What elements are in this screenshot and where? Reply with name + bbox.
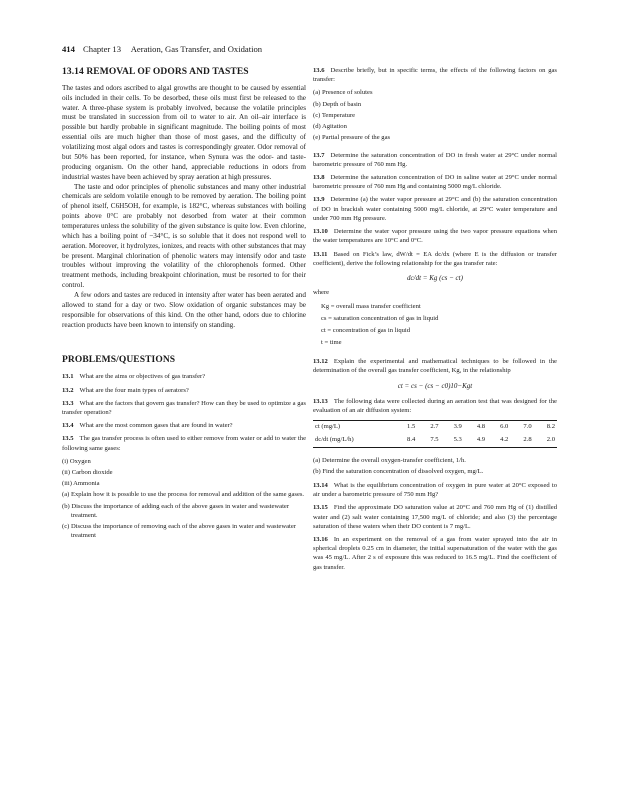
definition-item: t = time [321,339,342,347]
left-column [62,66,306,543]
row-label: ct (mg/L) [313,420,394,433]
table-cell: 3.9 [441,420,464,433]
definition-item: Kg = overall mass transfer coefficient [321,303,421,311]
problem-number: 13.9 [313,196,325,204]
problem-item [313,250,557,268]
table-cell: 5.3 [441,434,464,447]
table-cell: 4.8 [464,420,487,433]
problem-number: 13.3 [62,399,74,407]
page-number: 414 [62,44,75,54]
problem-item [313,481,557,499]
definition-item: ct = concentration of gas in liquid [321,327,411,335]
factor-item: (e) Partial pressure of the gas [313,134,391,142]
factor-item: (d) Agitation [313,123,347,131]
problem-text: The gas transfer process is often used to either remove from water or add to water the following same gases: [62,435,306,452]
problem-number: 13.13 [313,398,328,406]
right-column [313,66,557,576]
table-cell: 1.5 [394,420,417,433]
problem-item [313,66,557,84]
problem-number: 13.10 [313,228,328,236]
problem-number: 13.15 [313,504,328,512]
table-cell: 7.0 [510,420,533,433]
problem-text: Determine the saturation concentration of DO in fresh water at 29°C under normal barometric pressure of 760 mm Hg. [313,151,557,168]
definition-item: cs = saturation concentration of gas in liquid [321,315,439,323]
table-row [313,434,557,447]
sub-question: (b) Discuss the importance of adding each of the above gases in water and wastewater treatment. [62,502,290,519]
problem-number: 13.14 [313,481,328,489]
problem-number: 13.1 [62,373,74,381]
chapter-title: Aeration, Gas Transfer, and Oxidation [130,44,263,54]
problem-number: 13.8 [313,173,325,181]
sub-question: (a) Determine the overall oxygen-transfer coefficient, 1/h. [313,456,466,464]
page-header [62,44,562,58]
problem-text: Explain the experimental and mathematical techniques to be followed in the determination of the overall gas transfer coefficient, Kg, in the relationship [313,358,557,375]
gas-item: (iii) Ammonia [62,480,100,488]
problem-item [62,399,306,417]
problem-text: The following data were collected during an aeration test that was designed for the evaluation of an air diffusion system: [313,398,557,415]
problem-text: Find the approximate DO saturation value at 20°C and 760 mm Hg of (1) distilled water and (2) salt water containing 17,500 mg/L of chloride; and also (3) the percentage saturation of these waters when their DO content is 7 mg/L. [313,504,557,530]
problems-heading: PROBLEMS/QUESTIONS [62,355,176,366]
problem-number: 13.2 [62,386,74,394]
problem-text: What are the factors that govern gas transfer? How can they be used to optimize a gas transfer operation? [62,399,306,416]
problem-text: What is the equilibrium concentration of oxygen in pure water at 20°C exposed to air under a barometric pressure of 750 mm Hg? [313,481,557,499]
table-cell: 2.0 [534,434,557,447]
table-cell: 8.4 [394,434,417,447]
table-cell: 7.5 [417,434,440,447]
problem-number: 13.4 [62,422,74,430]
problem-item [313,357,557,375]
problem-item [313,195,557,223]
problem-number: 13.16 [313,536,328,544]
row-label: dc/dt (mg/L/h) [313,434,394,447]
section-paragraph-1: The tastes and odors ascribed to algal growths are thought to be caused by essential oils included in their cells. To be desorbed, these oils must first be released to the water. A three-phase system is probably involved, because the volatile principles must be translated in succession from oil to water to air. An oil–air interface is possible but hardly probable in significant magnitude. The boiling points of most essential oils are much higher than those of most gases, and the difficulty of volatilizing most algal odors and tastes is correspondingly greater. Odor removal of but 50% has been reported, for instance, when Synura was the odor- and taste-producing organism. On the other hand, appreciable reductions in odors from industrial wastes have been achieved by spray aeration at high pressures. [62,83,306,181]
section-paragraph-2: The taste and odor principles of phenolic substances and many other industrial chemicals are seldom volatile enough to be removed by aeration. The boiling point of phenol itself, C6H5OH, for example, is 182°C, whereas substances with boiling points above 0°C are probably not desorbed from water at their common temperatures unless the solubility of the given substance is quite low. Even chlorine, which has a boiling point of −34°C, is so soluble that it does not respond well to aeration. Moreover, it hydrolyzes, ionizes, and reacts with other substances that may be present. Marginal chlorination of phenolic waters may intensify odor and taste troubles without improving the volatility of the chlorophenols formed. Other treatment methods, including breakpoint chlorination, must be resorted to for their control. [62,182,306,290]
problem-item [62,421,306,430]
table-cell: 6.0 [487,420,510,433]
factor-item: (a) Presence of solutes [313,89,373,97]
where-label: where [313,289,330,297]
problem-text: Describe briefly, but in specific terms, the effects of the following factors on gas transfer: [313,67,557,84]
chapter-label: Chapter 13 [83,44,121,54]
factor-item: (c) Temperature [313,111,356,119]
table-cell: 2.7 [417,420,440,433]
table-cell: 4.2 [487,434,510,447]
problem-number: 13.5 [62,435,74,443]
section-paragraph-3: A few odors and tastes are reduced in intensity after water has been aerated and allowed to stand for a day or two. Slow oxidation of organic substances may be responsible for observations of this kind. On the other hand, odors due to chlorine reaction products have been known to intensify on standing. [62,290,306,329]
table-cell: 4.9 [464,434,487,447]
equation-rate: dc/dt = Kg (cs − ct) [407,273,463,282]
problem-text: What are the aims or objectives of gas transfer? [79,373,206,381]
equation-concentration: ct = cs − (cs − c0)10−Kgt [397,381,473,390]
problem-item [313,227,557,245]
problem-item [313,151,557,169]
problem-item [313,397,557,415]
problem-number: 13.11 [313,250,328,258]
table-row [313,420,557,433]
factor-item: (b) Depth of basin [313,100,362,108]
problem-text: What are the most common gases that are found in water? [79,422,233,430]
table-cell: 8.2 [534,420,557,433]
problem-text: What are the four main types of aerators? [79,386,189,394]
problem-number: 13.12 [313,358,328,366]
problem-text: In an experiment on the removal of a gas from water sprayed into the air in spherical droplets 0.25 cm in diameter, the initial supersaturation of the water with the gas was 45 mg/L. After 2 s of exposure this was reduced to 16.5 mg/L. Find the coefficient of gas transfer. [313,536,557,571]
problem-text: Determine the water vapor pressure using the two vapor pressure equations when the water temperatures are 10°C and 0°C. [313,228,557,245]
problem-number: 13.7 [313,151,325,159]
problem-item [62,372,306,381]
sub-question: (b) Find the saturation concentration of dissolved oxygen, mg/L. [313,467,484,475]
problem-item [62,434,306,452]
problem-number: 13.6 [313,67,325,74]
problem-item [313,173,557,191]
problem-item [313,535,557,572]
section-heading: 13.14 REMOVAL OF ODORS AND TASTES [62,67,249,77]
table-cell: 2.8 [510,434,533,447]
gas-item: (i) Oxygen [62,457,91,465]
problem-text: Determine (a) the water vapor pressure at 29°C and (b) the saturation concentration of DO in brackish water containing 5000 mg/L chloride, at 29°C water temperature and under 700 mm Hg pressure. [313,196,557,222]
problem-item [313,503,557,531]
problem-text: Based on Fick’s law, dW/dt = EA dc/dx (where E is the diffusion or transfer coefficient), derive the following relationship for the gas transfer rate: [313,250,557,267]
definitions-list [321,303,557,348]
aeration-data-table [313,420,557,448]
sub-question: (c) Discuss the importance of removing each of the above gases in water and wastewater treatment [62,523,296,540]
problem-text: Determine the saturation concentration of DO in saline water at 29°C under normal barometric pressure of 760 mm Hg and containing 5000 mg/L chloride. [313,173,557,191]
gas-item: (ii) Carbon dioxide [62,469,113,477]
problem-item [62,386,306,395]
sub-question: (a) Explain how it is possible to use the process for removal and addition of the same gases. [62,491,305,499]
